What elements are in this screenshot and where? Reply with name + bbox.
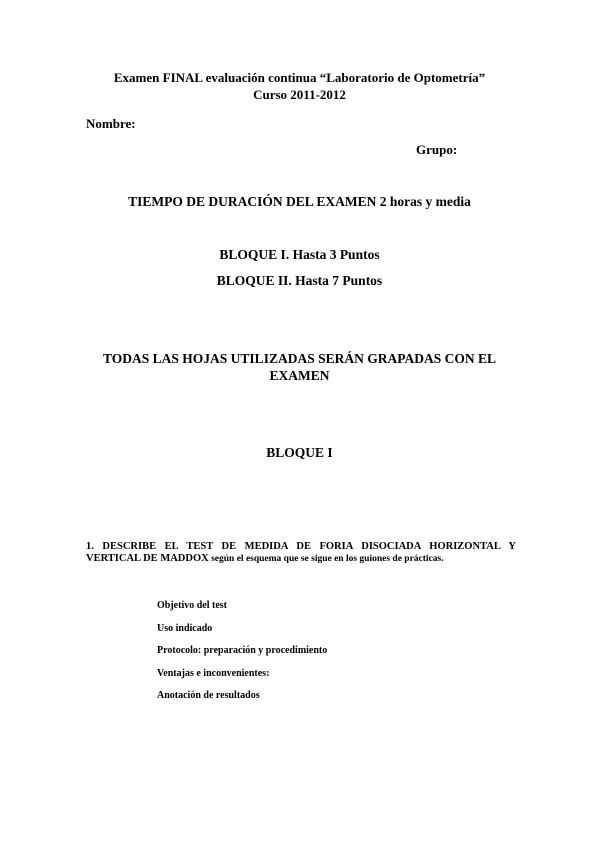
list-item: Uso indicado xyxy=(157,622,213,634)
exam-title: Examen FINAL evaluación continua “Laboratorio de Optometría” xyxy=(113,70,486,85)
list-item: Anotación de resultados xyxy=(157,690,260,701)
staple-notice-line1: TODAS LAS HOJAS UTILIZADAS SERÁN GRAPADAS CON EL xyxy=(103,351,496,366)
list-item: Protocolo: preparación y procedimiento xyxy=(157,645,328,656)
list-item: Ventajas e inconvenientes: xyxy=(157,667,270,679)
block1-points: BLOQUE I. Hasta 3 Puntos xyxy=(219,247,380,262)
section-title: BLOQUE I xyxy=(266,445,333,460)
question-1-line1: 1. DESCRIBE EL TEST DE MEDIDA DE FORIA DISOCIADA HORIZONTAL Y xyxy=(86,541,516,552)
question-1-instruction: según el esquema que se sigue en los guiones de prácticas. xyxy=(208,554,444,564)
course-year: Curso 2011-2012 xyxy=(253,87,346,102)
group-label: Grupo: xyxy=(416,142,458,157)
question-1-item-list xyxy=(157,599,327,712)
block2-points: BLOQUE II. Hasta 7 Puntos xyxy=(216,273,383,288)
question-1-topic: VERTICAL DE MADDOX xyxy=(86,553,209,564)
question-1 xyxy=(86,541,516,565)
name-label: Nombre: xyxy=(86,116,136,131)
list-item: Objetivo del test xyxy=(157,600,227,611)
staple-notice-line2: EXAMEN xyxy=(269,368,330,383)
question-1-line2 xyxy=(86,553,516,565)
exam-duration: TIEMPO DE DURACIÓN DEL EXAMEN 2 horas y media xyxy=(128,194,471,209)
